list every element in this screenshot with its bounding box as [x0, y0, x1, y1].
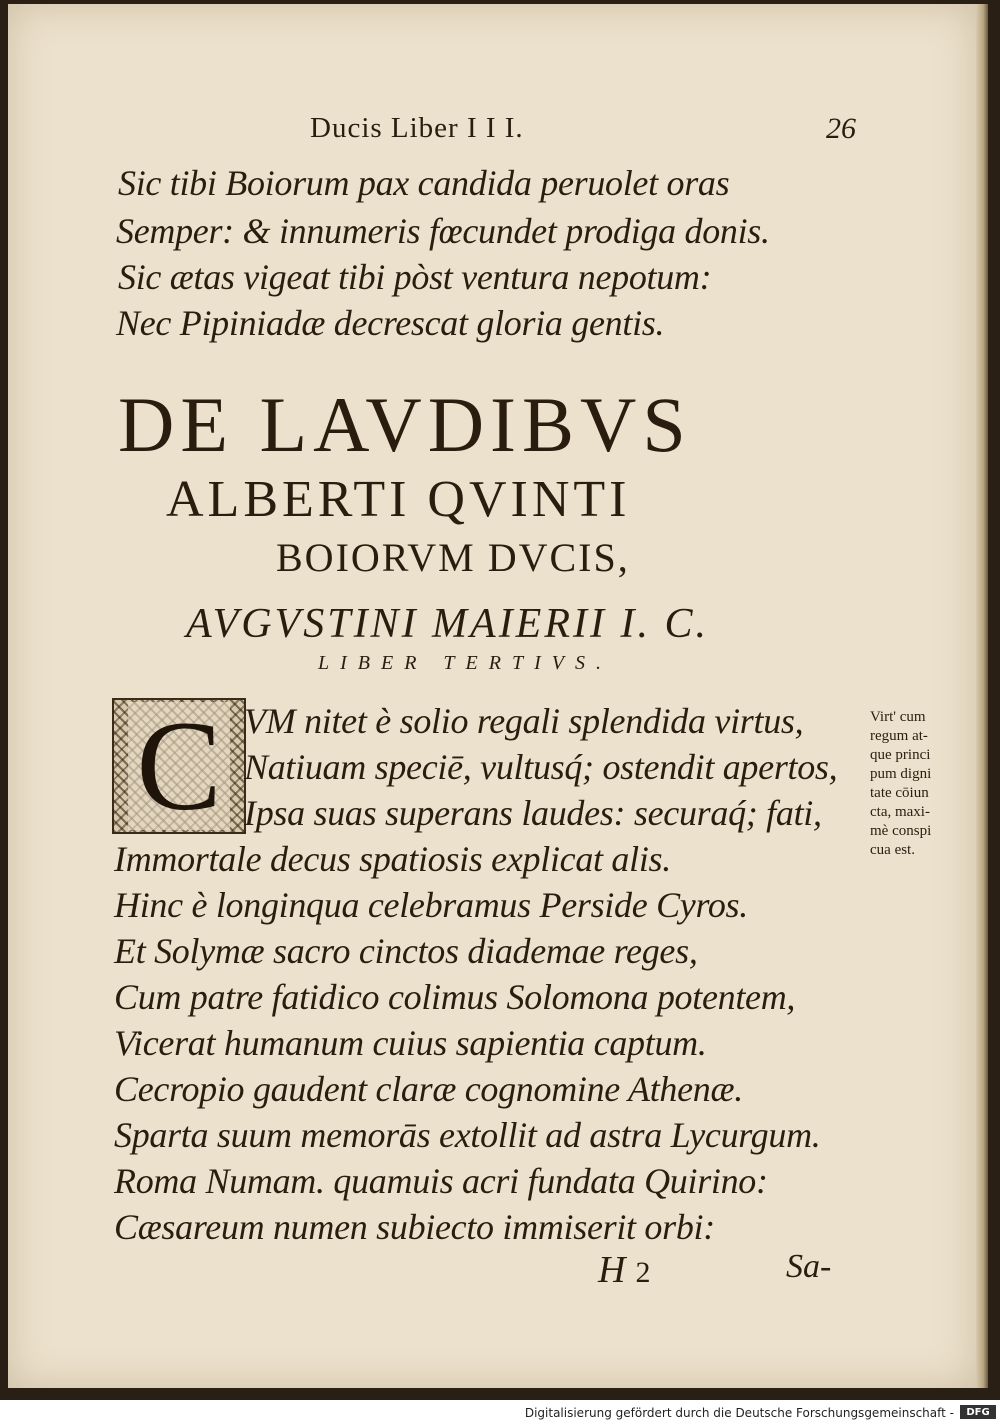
body-verse-line: Cæsareum numen subiecto immiserit orbi: — [114, 1207, 715, 1247]
title-line-3: BOIORVM DVCIS, — [276, 535, 630, 580]
margin-note-line: regum at- — [870, 728, 928, 744]
title-line-1: DE LAVDIBVS — [118, 381, 692, 468]
body-verse-line: Vicerat humanum cuius sapientia captum. — [114, 1023, 707, 1063]
margin-note-line: tate cōiun — [870, 785, 929, 801]
body-verse-line: Roma Numam. quamuis acri fundata Quirino: — [114, 1161, 768, 1201]
body-verse-line: VM nitet è solio regali splendida virtus, — [244, 701, 804, 741]
margin-note-line: mè conspi — [870, 823, 932, 839]
margin-note-line: que princi — [870, 747, 931, 763]
margin-note-line: pum digni — [870, 766, 932, 782]
margin-note-line: cua est. — [870, 842, 915, 858]
body-verse-line: Immortale decus spatiosis explicat alis. — [114, 839, 671, 879]
body-verse-line: Sparta suum memorās extollit ad astra Lycurgum. — [114, 1115, 821, 1155]
book-heading: LIBER TERTIVS. — [318, 652, 612, 674]
title-line-2: ALBERTI QVINTI — [166, 471, 631, 528]
top-verse-line: Sic tibi Boiorum pax candida peruolet oras — [118, 163, 730, 203]
top-verse-line: Nec Pipiniadæ decrescat gloria gentis. — [116, 303, 665, 343]
page-fore-edge — [976, 4, 988, 1388]
body-verse-line: Cum patre fatidico colimus Solomona potentem, — [114, 977, 796, 1017]
signature-number: 2 — [635, 1256, 651, 1289]
body-verse-line: Cecropio gaudent claræ cognomine Athenæ. — [114, 1069, 743, 1109]
top-verse-line: Semper: & innumeris fœcundet prodiga donis. — [116, 211, 770, 251]
digitization-footer — [0, 1400, 1000, 1424]
dfg-logo-text: DFG — [966, 1406, 990, 1418]
margin-note-line: cta, maxi- — [870, 804, 930, 820]
body-verse-line: Et Solymæ sacro cinctos diademae reges, — [114, 931, 698, 971]
footer-credit: Digitalisierung gefördert durch die Deutsche Forschungsgemeinschaft - — [524, 1406, 954, 1420]
signature-letter: H — [598, 1249, 626, 1291]
running-head: Ducis Liber I I I. — [310, 112, 524, 144]
dfg-logo-icon — [960, 1405, 996, 1419]
drop-cap-letter: C — [128, 702, 229, 830]
margin-note-line: Virt' cum — [870, 709, 926, 725]
body-verse-line: Hinc è longinqua celebramus Perside Cyros. — [114, 885, 748, 925]
ornamental-drop-cap — [112, 695, 246, 837]
page-number: 26 — [826, 112, 856, 145]
signature-mark — [598, 1248, 650, 1292]
top-verse-line: Sic ætas vigeat tibi pòst ventura nepotum: — [118, 257, 712, 297]
body-verse-line: Natiuam speciē, vultusq́; ostendit apertos, — [244, 747, 838, 787]
catchword: Sa- — [786, 1248, 832, 1285]
author-line: AVGVSTINI MAIERII I. C. — [186, 601, 709, 647]
body-verse-line: Ipsa suas superans laudes: securaq́; fati, — [244, 793, 822, 833]
marginal-note — [870, 708, 965, 860]
